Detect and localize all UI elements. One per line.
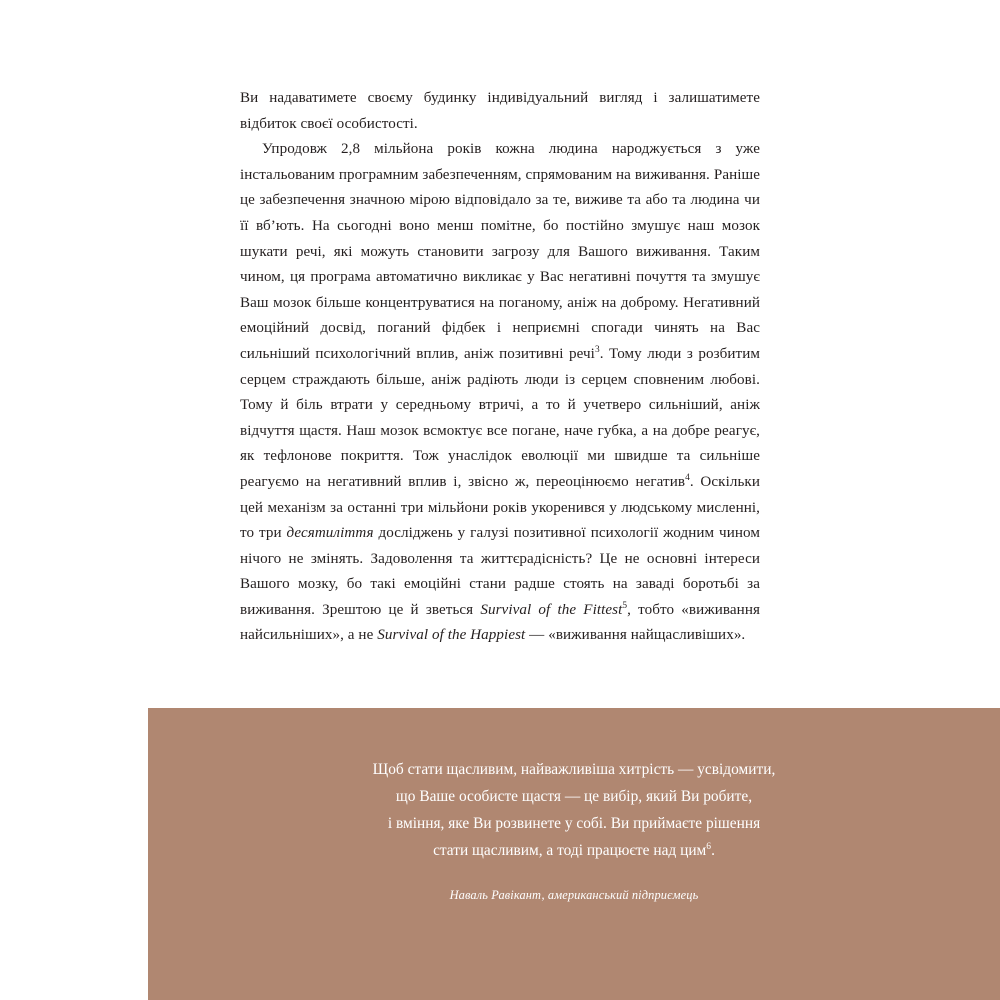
italic-run: Survival of the Fittest [480,601,623,618]
pullquote-line: Щоб стати щасливим, найважливіша хитрість — усвідомити, [372,761,776,778]
footnote-marker: 6 [706,840,712,852]
footnote-marker: 5 [622,600,628,611]
body-text-column [240,86,760,649]
footnote-marker: 4 [685,472,690,483]
italic-run: десятиліття [286,525,374,542]
pullquote-line: стати щасливим, а тоді працюєте над цим$^6$. [433,840,715,859]
italic-run: Survival of the Happiest [377,627,526,644]
footnote-marker: 3 [594,344,600,355]
pullquote-inner [148,708,1000,903]
paragraph-1: Ви надаватимете своєму будинку індивідуальний вигляд і залишатимете відбиток своєї особистості. [240,90,760,132]
paragraph-2: Упродовж 2,8 мільйона років кожна людина народжується з уже інстальованим програмним забезпеченням, спрямованим на виживання. Раніше це забезпечення значною мірою відповідало за те, виживе та або та людина чи її вб’ють. На сьогодні воно менш помітне, бо постійно змушує наш мозок шукати речі, які можуть становити загрозу для Вашого виживання. Таким чином, ця програма автоматично викликає у Вас негативні почуття та змушує Ваш мозок більше концентруватися на поганому, аніж на доброму. Негативний емоційний досвід, поганий фідбек і неприємні спогади чинять на Вас сильніший психологічний вплив, аніж позитивні речі$^3$. Тому люди з розбитим серцем страждають більше, аніж радіють люди із серцем сповненим любові. Тому й біль втрати у середньому втричі, а то й учетверо сильніший, аніж відчуття щастя. Наш мозок всмоктує все погане, наче губка, а на добре реагує, як тефлонове покриття. Тож унаслідок еволюції ми швидше та сильніше реагуємо на негативний вплив і, звісно ж, переоцінюємо негатив$^4$. Оскільки цей механізм за останні три мільйони років укоренився у людському мисленні, то три десятиліття досліджень у галузі позитивної психології жодним чином нічого не змінять. Задоволення та життєрадісність? Це не основні інтереси Вашого мозку, бо такі емоційні стани радше стоять на заваді боротьбі за виживання. Зрештою це й зветься Survival of the Fittest$^5$, тобто «виживання найсильніших», а не Survival of the Happiest — «виживання найщасливіших». [240,141,760,644]
pullquote-text [148,708,1000,864]
pullquote-author: Наваль Равікант, американський підприємець [449,888,699,902]
pullquote-line: і вміння, яке Ви розвинете у собі. Ви приймаєте рішення [387,815,761,832]
pullquote-block [148,708,1000,1000]
pullquote-line: що Ваше особисте щастя — це вибір, який Ви робите, [395,788,753,805]
